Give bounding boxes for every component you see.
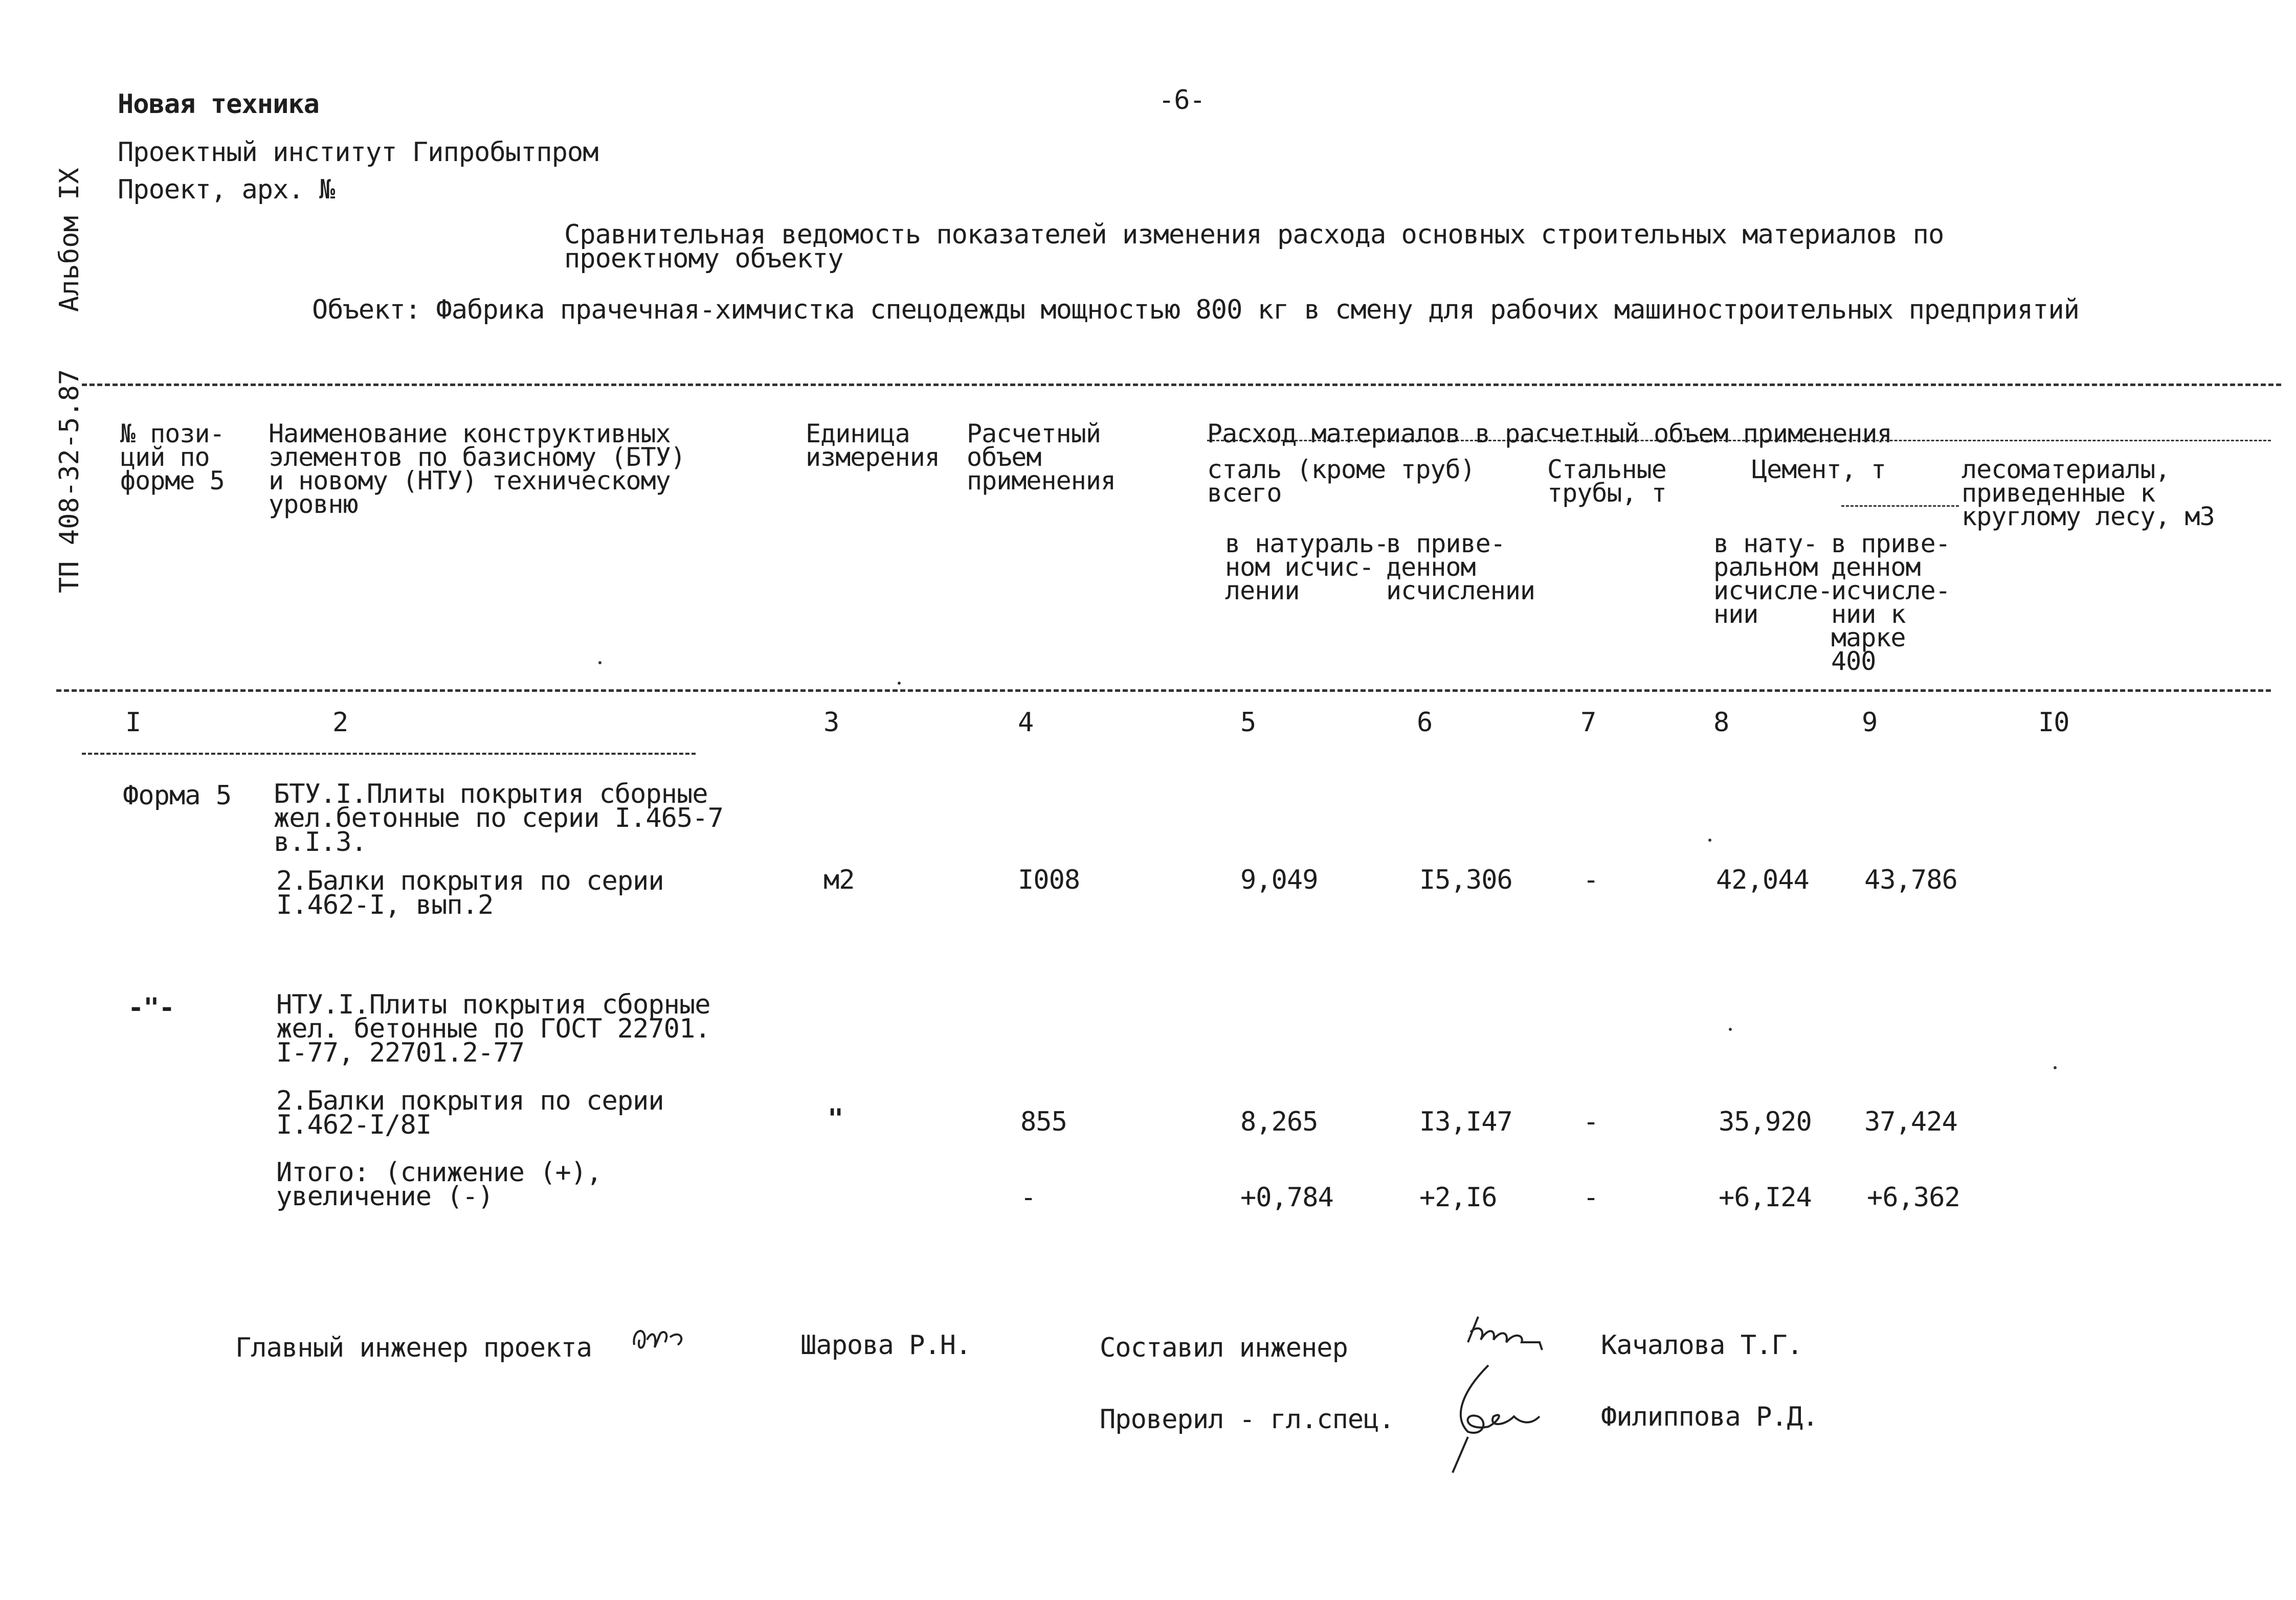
col-number-2: 2	[332, 707, 348, 738]
header-steel-reduced: в приве- денном исчислении	[1386, 529, 1535, 605]
table-top-rule	[82, 384, 2281, 386]
col-number-3: 3	[823, 707, 839, 738]
total-cement-natural: +6,I24	[1719, 1182, 1812, 1213]
numbers-bottom-rule	[82, 753, 696, 755]
header-steel: сталь (кроме труб) всего	[1207, 455, 1475, 508]
header-bottom-rule	[56, 689, 2271, 692]
compiled-signature-mark	[1463, 1312, 1555, 1358]
header-position: № пози- ций по форме 5	[120, 419, 225, 495]
scan-speck	[1729, 1028, 1732, 1031]
row3-name: НТУ.I.Плиты покрытия сборные жел. бетонные по ГОСТ 22701. I-77, 22701.2-77	[276, 989, 710, 1068]
chief-engineer-name: Шарова Р.Н.	[800, 1330, 971, 1361]
row2-cement-reduced: 43,786	[1864, 865, 1957, 895]
row4-name: 2.Балки покрытия по серии I.462-I/8I	[276, 1086, 664, 1140]
row2-steel-reduced: I5,306	[1419, 865, 1512, 895]
header-cement-natural: в нату- ральном исчисле- нии	[1713, 529, 1833, 629]
row2-steel-natural: 9,049	[1240, 865, 1318, 895]
col-number-9: 9	[1862, 707, 1878, 738]
cement-rule	[1841, 505, 1959, 507]
chief-signature-mark	[629, 1319, 696, 1360]
row2-pipes: -	[1583, 865, 1599, 895]
col-number-5: 5	[1240, 707, 1256, 738]
row2-cement-natural: 42,044	[1716, 865, 1809, 895]
header-cement-reduced: в приве- денном исчисле- нии к марке 400	[1831, 529, 1950, 676]
total-steel-reduced: +2,I6	[1419, 1182, 1497, 1213]
header-name: Наименование конструктивных элементов по базисному (БТУ) и новому (НТУ) техническому уровню	[269, 419, 685, 519]
col-number-4: 4	[1018, 707, 1034, 738]
row4-steel-natural: 8,265	[1240, 1107, 1318, 1137]
row4-volume: 855	[1020, 1107, 1067, 1137]
document-code: ТП 408-32-5.87	[54, 369, 85, 593]
row4-steel-reduced: I3,I47	[1419, 1107, 1512, 1137]
chief-engineer-label: Главный инженер проекта	[235, 1333, 592, 1363]
row3-position: -"-	[128, 993, 174, 1023]
scan-speck	[2054, 1066, 2057, 1069]
checked-signature-mark	[1432, 1360, 1555, 1478]
header-pipes: Стальные трубы, т	[1547, 455, 1666, 508]
compiled-by-name: Качалова Т.Г.	[1601, 1330, 1802, 1361]
row1-name: БТУ.I.Плиты покрытия сборные жел.бетонные по серии I.465-7 в.I.3.	[274, 779, 723, 858]
document-title: Сравнительная ведомость показателей изменения расхода основных строительных материалов по проектному объекту	[564, 219, 1944, 274]
compiled-by-label: Составил инженер	[1100, 1333, 1348, 1363]
row4-cement-natural: 35,920	[1719, 1107, 1812, 1137]
header-steel-natural: в натураль- ном исчис- лении	[1225, 529, 1389, 605]
col-number-8: 8	[1713, 707, 1729, 738]
page-number: -6-	[1158, 85, 1205, 116]
row2-name: 2.Балки покрытия по серии I.462-I, вып.2	[276, 866, 664, 920]
checked-by-name: Филиппова Р.Д.	[1601, 1402, 1818, 1432]
col-number-10: I0	[2038, 707, 2069, 738]
total-pipes: -	[1583, 1182, 1599, 1213]
header-unit: Единица измерения	[806, 419, 940, 472]
row4-unit: "	[828, 1103, 843, 1134]
total-steel-natural: +0,784	[1240, 1182, 1333, 1213]
scan-speck	[898, 682, 901, 685]
institute-name: Проектный институт Гипробытпром	[118, 137, 598, 168]
total-volume: -	[1020, 1182, 1036, 1213]
scan-speck	[598, 661, 601, 664]
header-volume: Расчетный объем применения	[967, 419, 1116, 495]
checked-by-label: Проверил - гл.спец.	[1100, 1404, 1394, 1435]
row4-cement-reduced: 37,424	[1864, 1107, 1957, 1137]
row4-pipes: -	[1583, 1107, 1599, 1137]
project-archive: Проект, арх. №	[118, 174, 335, 205]
header-cement: Цемент, т	[1752, 455, 1886, 484]
header-consumption: Расход материалов в расчетный объем применения	[1207, 419, 1892, 448]
total-cement-reduced: +6,362	[1867, 1182, 1960, 1213]
row2-unit: м2	[823, 865, 855, 895]
col-number-1: I	[125, 707, 141, 738]
album-label: Альбом IX	[54, 168, 85, 312]
row1-position: Форма 5	[123, 780, 232, 811]
scan-speck	[1708, 839, 1711, 842]
object-line: Объект: Фабрика прачечная-химчистка спецодежды мощностью 800 кг в смену для рабочих машиностроительных предприятий	[312, 295, 2079, 325]
total-name: Итого: (снижение (+), увеличение (-)	[276, 1157, 602, 1212]
row2-volume: I008	[1018, 865, 1080, 895]
col-number-6: 6	[1417, 707, 1433, 738]
col-number-7: 7	[1580, 707, 1596, 738]
header-timber: лесоматериалы, приведенные к круглому лесу, м3	[1961, 455, 2215, 531]
org-line: Новая техника	[118, 89, 319, 120]
